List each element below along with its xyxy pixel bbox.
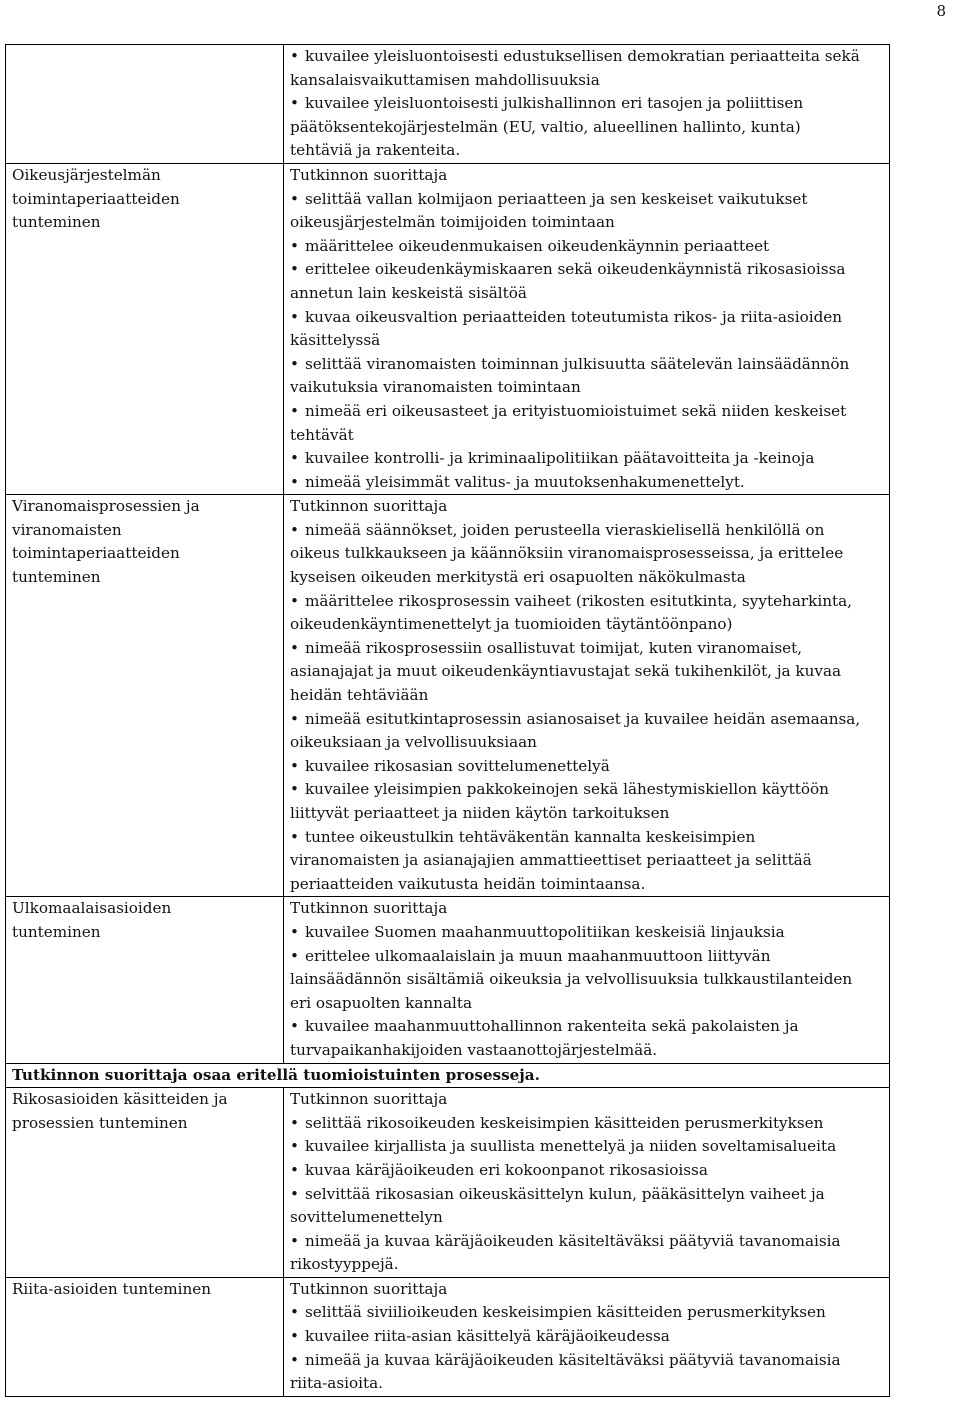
criteria-row bbox=[6, 45, 890, 164]
criteria-intro: Tutkinnon suorittaja bbox=[290, 165, 448, 184]
criteria-continuation: liittyvät periaatteet ja niiden käytön tarkoituksen bbox=[290, 804, 670, 822]
assessment-area-line: tunteminen bbox=[12, 922, 101, 941]
assessment-area-line: tunteminen bbox=[12, 213, 101, 232]
criteria-continuation: eri osapuolten kannalta bbox=[290, 993, 473, 1012]
criteria-bullet-item: • erittelee oikeudenkäymiskaaren sekä oikeudenkäynnistä rikosasioissa bbox=[290, 258, 885, 282]
criteria-continuation: lainsäädännön sisältämiä oikeuksia ja velvollisuuksia tulkkaustilanteiden bbox=[290, 970, 853, 989]
criteria-intro: Tutkinnon suorittaja bbox=[290, 1279, 448, 1298]
criteria-bullet-item: • kuvailee maahanmuuttohallinnon rakenteita sekä pakolaisten ja bbox=[290, 1015, 885, 1039]
criteria-continuation: oikeuksiaan ja velvollisuuksiaan bbox=[290, 733, 537, 752]
criteria-cell bbox=[284, 897, 890, 1063]
criteria-bullet-item: • kuvailee kontrolli- ja kriminaalipolitiikan päätavoitteita ja -keinoja bbox=[290, 447, 885, 471]
criteria-continuation: heidän tehtäviään bbox=[290, 686, 429, 705]
criteria-bullet-item: • tuntee oikeustulkin tehtäväkentän kannalta keskeisimpien bbox=[290, 826, 885, 850]
criteria-continuation: periaatteiden vaikutusta heidän toimintaansa. bbox=[290, 874, 646, 893]
criteria-bullet-item: • selittää vallan kolmijaon periaatteen ja sen keskeiset vaikutukset bbox=[290, 188, 885, 212]
criteria-continuation: annetun lain keskeistä sisältöä bbox=[290, 283, 527, 302]
assessment-area-line: tunteminen bbox=[12, 568, 101, 587]
assessment-area-cell bbox=[6, 1277, 284, 1396]
criteria-continuation: asianajajat ja muut oikeudenkäyntiavustajat sekä tukihenkilöt, ja kuvaa bbox=[290, 662, 842, 681]
criteria-row bbox=[6, 163, 890, 494]
criteria-bullet-item: • erittelee ulkomaalaislain ja muun maahanmuuttoon liittyvän bbox=[290, 945, 885, 969]
criteria-bullet-item: • nimeää rikosprosessiin osallistuvat toimijat, kuten viranomaiset, bbox=[290, 637, 885, 661]
criteria-bullet-item: • nimeää esitutkintaprosessin asianosaiset ja kuvailee heidän asemaansa, bbox=[290, 708, 885, 732]
criteria-bullet-item: • selvittää rikosasian oikeuskäsittelyn kulun, pääkäsittelyn vaiheet ja bbox=[290, 1183, 885, 1207]
criteria-cell bbox=[284, 1277, 890, 1396]
assessment-area-cell bbox=[6, 897, 284, 1063]
assessment-area-line: toimintaperiaatteiden bbox=[12, 544, 180, 563]
criteria-bullet-item: • kuvaa oikeusvaltion periaatteiden toteutumista rikos- ja riita-asioiden bbox=[290, 306, 885, 330]
criteria-bullet-item: • kuvailee riita-asian käsittelyä käräjäoikeudessa bbox=[290, 1325, 885, 1349]
criteria-table bbox=[5, 44, 890, 1397]
criteria-bullet-item: • kuvailee yleisluontoisesti julkishallinnon eri tasojen ja poliittisen bbox=[290, 92, 885, 116]
assessment-area-line: toimintaperiaatteiden bbox=[12, 189, 180, 208]
criteria-bullet-item: • nimeää ja kuvaa käräjäoikeuden käsiteltäväksi päätyviä tavanomaisia bbox=[290, 1349, 885, 1373]
section-heading-row bbox=[6, 1063, 890, 1088]
criteria-cell bbox=[284, 1088, 890, 1278]
criteria-continuation: oikeudenkäyntimenettelyt ja tuomioiden täytäntöönpano) bbox=[290, 615, 733, 634]
assessment-area-line: viranomaisten bbox=[12, 520, 122, 539]
criteria-continuation: tehtävät bbox=[290, 425, 354, 444]
criteria-bullet-item: • nimeää eri oikeusasteet ja erityistuomioistuimet sekä niiden keskeiset bbox=[290, 400, 885, 424]
criteria-bullet-item: • kuvailee Suomen maahanmuuttopolitiikan keskeisiä linjauksia bbox=[290, 921, 885, 945]
assessment-area-line: Viranomaisprosessien ja bbox=[12, 497, 200, 516]
criteria-bullet-item: • kuvailee rikosasian sovittelumenettelyä bbox=[290, 755, 885, 779]
criteria-continuation: päätöksentekojärjestelmän (EU, valtio, alueellinen hallinto, kunta) bbox=[290, 117, 801, 136]
criteria-continuation: kansalaisvaikuttamisen mahdollisuuksia bbox=[290, 70, 600, 89]
criteria-bullet-item: • kuvaa käräjäoikeuden eri kokoonpanot rikosasioissa bbox=[290, 1159, 885, 1183]
assessment-area-cell bbox=[6, 163, 284, 494]
criteria-continuation: oikeusjärjestelmän toimijoiden toimintaan bbox=[290, 213, 615, 232]
criteria-row bbox=[6, 1277, 890, 1396]
assessment-area-cell bbox=[6, 45, 284, 164]
criteria-continuation: käsittelyssä bbox=[290, 331, 381, 350]
criteria-bullet-item: • selittää viranomaisten toiminnan julkisuutta säätelevän lainsäädännön bbox=[290, 353, 885, 377]
criteria-intro: Tutkinnon suorittaja bbox=[290, 497, 448, 516]
criteria-bullet-item: • kuvailee yleisimpien pakkokeinojen sekä lähestymiskiellon käyttöön bbox=[290, 778, 885, 802]
criteria-bullet-item: • selittää siviilioikeuden keskeisimpien käsitteiden perusmerkityksen bbox=[290, 1301, 885, 1325]
criteria-intro: Tutkinnon suorittaja bbox=[290, 1090, 448, 1109]
criteria-continuation: rikostyyppejä. bbox=[290, 1255, 399, 1274]
criteria-cell bbox=[284, 163, 890, 494]
criteria-row bbox=[6, 897, 890, 1063]
criteria-continuation: vaikutuksia viranomaisten toimintaan bbox=[290, 378, 581, 397]
assessment-area-line: Rikosasioiden käsitteiden ja bbox=[12, 1090, 228, 1109]
criteria-cell bbox=[284, 495, 890, 897]
criteria-continuation: turvapaikanhakijoiden vastaanottojärjestelmää. bbox=[290, 1040, 658, 1059]
criteria-bullet-item: • kuvailee yleisluontoisesti edustuksellisen demokratian periaatteita sekä bbox=[290, 45, 885, 69]
assessment-area-line: Ulkomaalaisasioiden bbox=[12, 899, 172, 918]
criteria-cell bbox=[284, 45, 890, 164]
criteria-continuation: kyseisen oikeuden merkitystä eri osapuolten näkökulmasta bbox=[290, 568, 746, 587]
criteria-bullet-item: • nimeää ja kuvaa käräjäoikeuden käsiteltäväksi päätyviä tavanomaisia bbox=[290, 1230, 885, 1254]
criteria-continuation: riita-asioita. bbox=[290, 1374, 383, 1393]
criteria-bullet-item: • määrittelee rikosprosessin vaiheet (rikosten esitutkinta, syyteharkinta, bbox=[290, 590, 885, 614]
assessment-area-cell bbox=[6, 495, 284, 897]
criteria-continuation: oikeus tulkkaukseen ja käännöksiin viranomaisprosesseissa, ja erittelee bbox=[290, 544, 844, 563]
criteria-bullet-item: • kuvailee kirjallista ja suullista menettelyä ja niiden soveltamisalueita bbox=[290, 1135, 885, 1159]
page-number: 8 bbox=[936, 2, 946, 20]
criteria-row bbox=[6, 1088, 890, 1278]
criteria-bullet-item: • nimeää säännökset, joiden perusteella vieraskielisellä henkilöllä on bbox=[290, 519, 885, 543]
criteria-continuation: sovittelumenettelyn bbox=[290, 1208, 443, 1227]
criteria-intro: Tutkinnon suorittaja bbox=[290, 899, 448, 918]
section-heading: Tutkinnon suorittaja osaa eritellä tuomioistuinten prosesseja. bbox=[6, 1063, 890, 1088]
criteria-bullet-item: • nimeää yleisimmät valitus- ja muutoksenhakumenettelyt. bbox=[290, 471, 885, 495]
criteria-continuation: viranomaisten ja asianajajien ammattieettiset periaatteet ja selittää bbox=[290, 851, 812, 870]
assessment-area-cell bbox=[6, 1088, 284, 1278]
assessment-area-line: Riita-asioiden tunteminen bbox=[12, 1279, 212, 1298]
assessment-area-line: prosessien tunteminen bbox=[12, 1113, 188, 1132]
criteria-bullet-item: • määrittelee oikeudenmukaisen oikeudenkäynnin periaatteet bbox=[290, 235, 885, 259]
assessment-area-line: Oikeusjärjestelmän bbox=[12, 165, 161, 184]
criteria-bullet-item: • selittää rikosoikeuden keskeisimpien käsitteiden perusmerkityksen bbox=[290, 1112, 885, 1136]
criteria-continuation: tehtäviä ja rakenteita. bbox=[290, 141, 461, 160]
criteria-row bbox=[6, 495, 890, 897]
